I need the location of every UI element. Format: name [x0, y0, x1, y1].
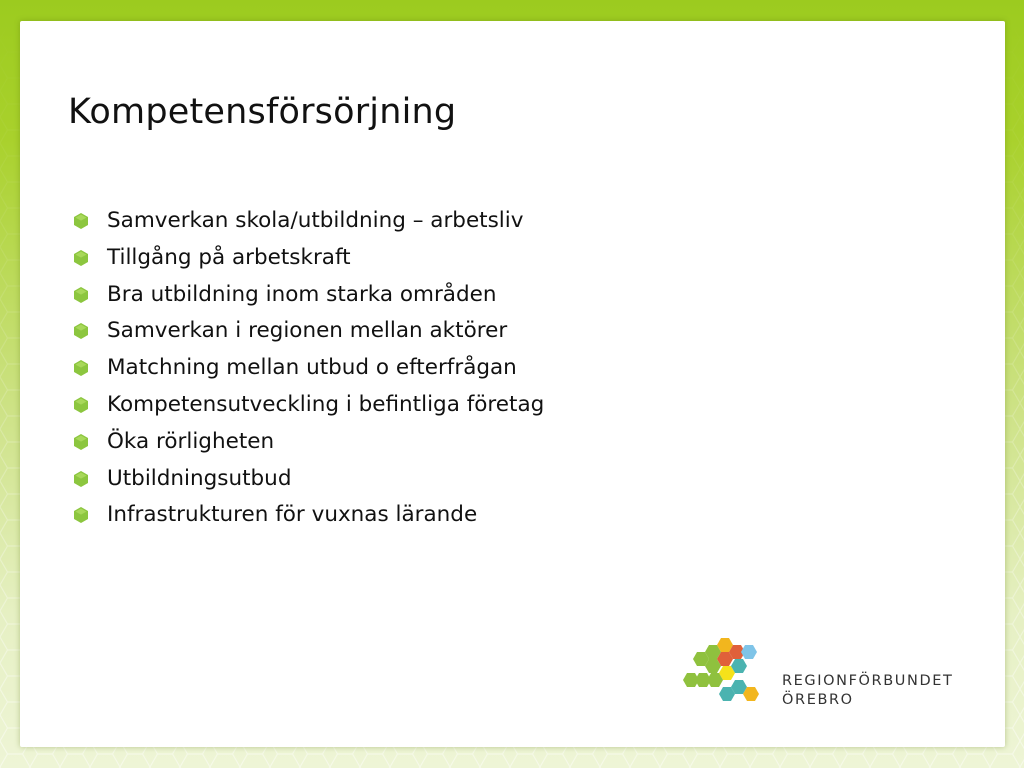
green-hexagon-icon [74, 360, 88, 376]
logo-line-2: ÖREBRO [782, 692, 854, 708]
bullet-text: Samverkan i regionen mellan aktörer [107, 318, 508, 344]
green-hexagon-icon [74, 213, 88, 229]
bullet-text: Öka rörligheten [107, 428, 275, 454]
green-hexagon-icon [74, 323, 88, 339]
bullet-item [74, 427, 544, 464]
green-hexagon-icon [74, 250, 88, 266]
slide-title: Kompetensförsörjning [68, 92, 457, 132]
bullet-item [74, 243, 544, 280]
bullet-item [74, 500, 544, 537]
bullet-text: Matchning mellan utbud o efterfrågan [107, 355, 517, 381]
bullet-text: Utbildningsutbud [107, 465, 292, 491]
bullet-text: Kompetensutveckling i befintliga företag [107, 391, 545, 417]
bullet-item [74, 353, 544, 390]
hexagon-cluster-logo-icon [683, 635, 763, 705]
bullet-text: Samverkan skola/utbildning – arbetsliv [107, 208, 524, 233]
logo-wordmark [782, 672, 953, 710]
bullet-list [74, 206, 544, 537]
green-hexagon-icon [74, 287, 88, 303]
green-hexagon-icon [74, 507, 88, 523]
green-hexagon-icon [74, 471, 88, 487]
bullet-item [74, 206, 544, 243]
bullet-item [74, 280, 544, 317]
green-hexagon-icon [74, 434, 88, 450]
bullet-item [74, 464, 544, 501]
green-hexagon-icon [74, 397, 88, 413]
organization-logo [683, 635, 963, 708]
bullet-text: Tillgång på arbetskraft [107, 244, 351, 270]
bullet-text: Bra utbildning inom starka områden [107, 281, 497, 307]
bullet-text: Infrastrukturen för vuxnas lärande [107, 502, 478, 528]
bullet-item [74, 390, 544, 427]
bullet-item [74, 316, 544, 353]
logo-line-1: REGIONFÖRBUNDET [782, 673, 954, 689]
